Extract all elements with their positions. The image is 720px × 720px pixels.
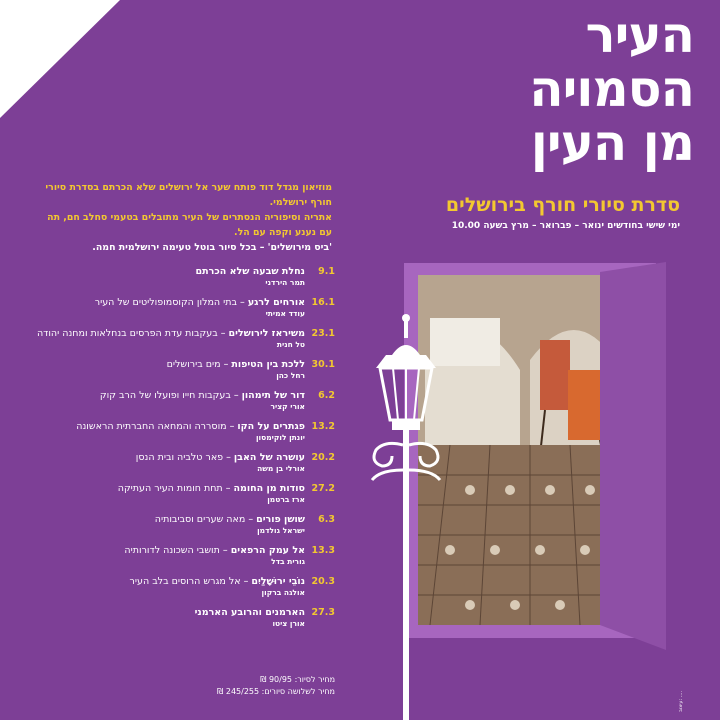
tour-description: – אל מגרש הרוסים בלב העיר <box>129 576 252 587</box>
credits-label: עיצוב: .... <box>678 690 684 712</box>
title-line-2: הסמויה <box>529 60 694 118</box>
tour-date: 16.1 <box>311 297 335 308</box>
tour-name: הארמנים והרובע הארמני <box>194 607 305 618</box>
poster-title <box>364 8 694 170</box>
tour-name: נחלת שבעה שלא הכרתם <box>195 266 305 277</box>
tour-item <box>35 575 335 598</box>
credits-text <box>676 660 686 716</box>
tour-description: – בעקבות עדת הפרסים בנחלאות ומחנה יהודה <box>36 328 229 339</box>
tour-item <box>35 296 335 319</box>
tour-date: 23.1 <box>311 328 335 339</box>
tour-item <box>35 544 335 567</box>
tour-description: – פאר טלביה ובית הנסן <box>135 452 234 463</box>
intro-paragraph-2: אתריה וסיפוריה הנסתרים של העיר מתובלים בטעמי סחלב חם, תה עם נענע וקפה עם הל. <box>47 212 332 238</box>
tour-item <box>35 606 335 629</box>
tour-description: – תחת חומות העיר העתיקה <box>117 483 234 494</box>
tour-description: – בתי המלון הקוסמופוליטים של העיר <box>94 297 248 308</box>
tour-name: דור של תימהון <box>241 390 305 401</box>
tour-item <box>35 420 335 443</box>
tour-name: משיראז לירושלים <box>228 328 305 339</box>
tour-guide: גורית בדל <box>271 557 305 566</box>
tour-name: נוֹבֵי ירוּשָׁלַיִם <box>251 576 305 587</box>
price-info <box>217 674 335 698</box>
tour-name: סודות מן החומה <box>233 483 305 494</box>
tour-guide: אורלי בן משה <box>257 464 305 473</box>
tour-description: – תושבי השכונה לדורותיה <box>124 545 231 556</box>
tour-item <box>35 451 335 474</box>
intro-text <box>42 180 332 255</box>
tour-guide: טל חנית <box>276 340 305 349</box>
tour-date: 30.1 <box>311 359 335 370</box>
price-single: מחיר לסיור: 90/95 ₪ <box>260 675 335 684</box>
tour-guide: רחל כהן <box>276 371 305 380</box>
tour-guide: אורי קציר <box>270 402 305 411</box>
tour-item <box>35 358 335 381</box>
title-line-1: העיר <box>585 6 694 64</box>
tour-item <box>35 389 335 412</box>
open-door-panel <box>600 262 666 650</box>
tour-name: אל עמק הרפאים <box>230 545 305 556</box>
tour-date: 13.3 <box>311 545 335 556</box>
tour-date: 20.2 <box>311 452 335 463</box>
tour-item <box>35 265 335 288</box>
schedule-line: ימי שישי בחודשים ינואר – פברואר – מרץ בשעה 10.00 <box>451 221 680 231</box>
tour-date: 27.2 <box>311 483 335 494</box>
tour-name: עושרה של האבן <box>233 452 305 463</box>
tour-list <box>35 265 335 637</box>
series-subtitle: סדרת סיורי חורף בירושלים <box>445 194 680 216</box>
tour-name: פגתרים על הקו <box>237 421 305 432</box>
tour-name: ללכת בין הטיפות <box>231 359 305 370</box>
tour-date: 9.1 <box>318 266 335 277</box>
intro-paragraph-3: 'ביס מירושלים' – בכל סיור בוטל טעימה ירושלמית חמה. <box>92 242 332 253</box>
tour-guide: אורן ציטו <box>272 619 305 628</box>
tour-item <box>35 482 335 505</box>
tour-date: 27.3 <box>311 607 335 618</box>
tour-name: אורחים לרגע <box>247 297 305 308</box>
tour-description: – מים בירושלים <box>166 359 232 370</box>
tour-item <box>35 513 335 536</box>
tour-guide: עודד אמיתי <box>265 309 305 318</box>
tour-date: 6.2 <box>318 390 335 401</box>
tour-date: 6.3 <box>318 514 335 525</box>
tour-item <box>35 327 335 350</box>
courtyard-photo <box>418 275 618 625</box>
tour-name: שושן פורים <box>256 514 305 525</box>
intro-paragraph-1: מוזיאון מגדל דוד פותח שער אל ירושלים שלא הכרתם בסדרת סיורי חורף ירושלמי. <box>45 182 332 208</box>
tour-description: – מאה שערים וסביבותיה <box>154 514 257 525</box>
tour-guide: ישראל גולדמן <box>257 526 305 535</box>
tour-description: – מוסררה והמחאה החברתית הראשונה <box>76 421 238 432</box>
price-three: מחיר לשלושה סיורים: 245/255 ₪ <box>217 687 335 696</box>
tour-guide: יונתן לוקימסון <box>255 433 305 442</box>
tour-date: 13.2 <box>311 421 335 432</box>
tour-description: – בעקבות חייו ופועלו של הרב קוק <box>99 390 242 401</box>
tour-date: 20.3 <box>311 576 335 587</box>
tour-guide: ארז ברטמן <box>267 495 305 504</box>
tour-guide: אולגה ברקון <box>261 588 305 597</box>
title-line-3: מן העין <box>530 114 694 172</box>
tour-guide: תמר הירדני <box>265 278 305 287</box>
